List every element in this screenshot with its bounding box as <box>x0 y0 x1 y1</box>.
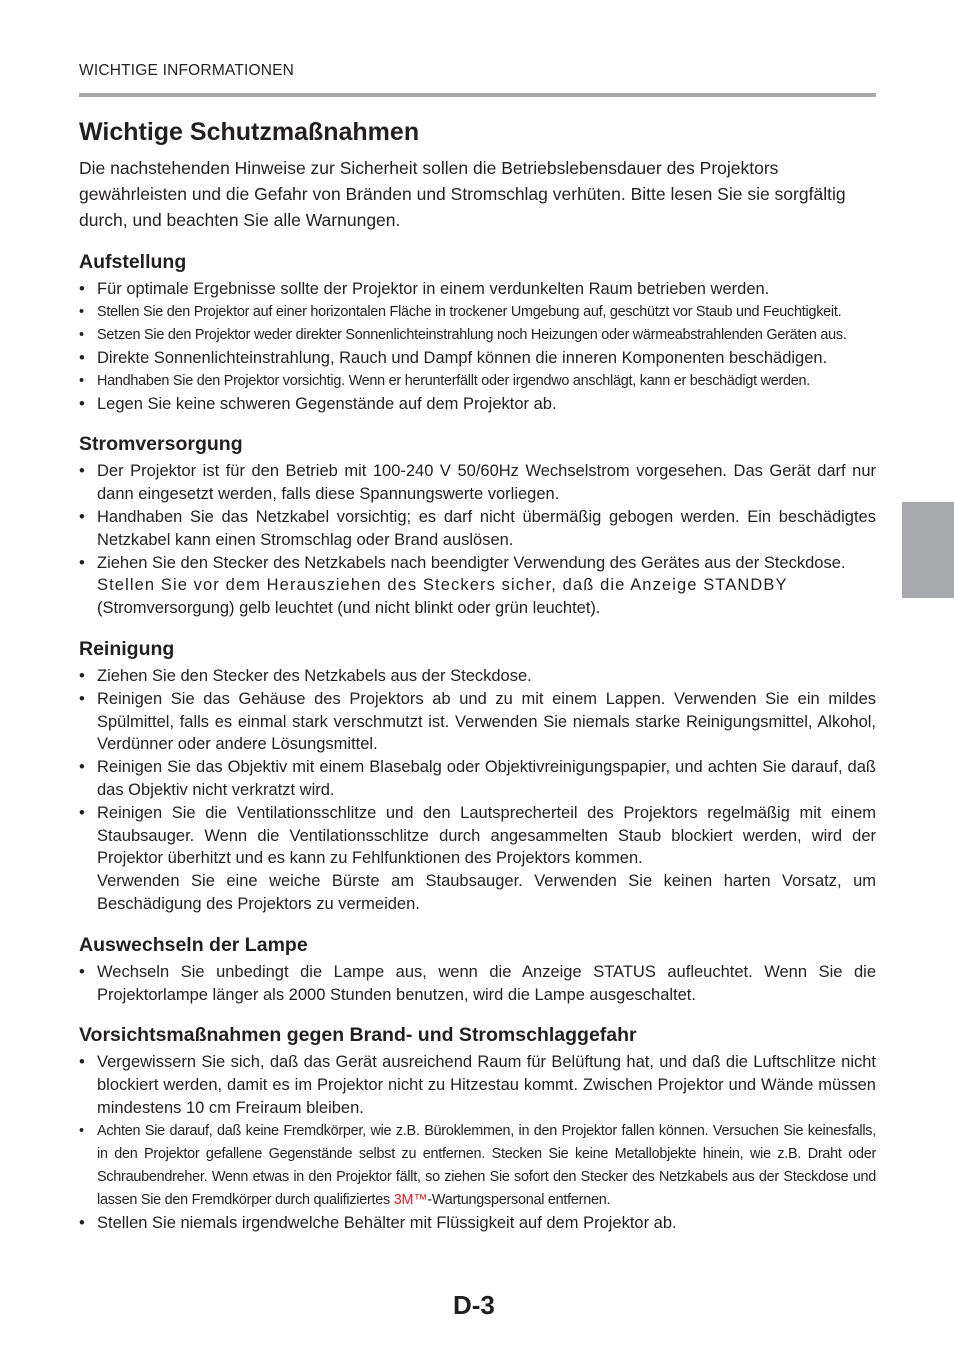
list-item <box>79 1120 876 1212</box>
list-item-paragraph: Verwenden Sie eine weiche Bürste am Staubsauger. Verwenden Sie keinen harten Vorsatz, um Beschädigung des Projektors zu vermeiden. <box>97 872 876 913</box>
list-item: • Direkte Sonnenlichteinstrahlung, Rauch und Dampf können die inneren Komponenten beschädigen. <box>79 347 876 370</box>
header-rule <box>79 93 876 97</box>
list-item: • Ziehen Sie den Stecker des Netzkabels aus der Steckdose. <box>79 665 876 688</box>
section-side-tab <box>902 502 954 598</box>
list-item: • Stellen Sie niemals irgendwelche Behälter mit Flüssigkeit auf dem Projektor ab. <box>79 1212 876 1235</box>
list-item: • Reinigen Sie das Objektiv mit einem Blasebalg oder Objektivreinigungspapier, und achten Sie darauf, daß das Objektiv nicht verkratzt wird. <box>79 756 876 802</box>
intro-paragraph: Die nachstehenden Hinweise zur Sicherheit sollen die Betriebslebensdauer des Projektors gewährleisten und die Gefahr von Bränden und Stromschlag verhüten. Bitte lesen Sie sie sorgfältig durch, und beachten Sie alle Warnungen. <box>79 158 846 230</box>
list-item-line: • Ziehen Sie den Stecker des Netzkabels nach beendigter Verwendung des Gerätes aus der Steckdose. <box>97 553 846 572</box>
list-item-text: Achten Sie darauf, daß keine Fremdkörper, wie z.B. Büroklemmen, in den Projektor fallen können. Versuchen Sie keinesfalls, in den Projektor gefallene Gegenstände selbst zu entfernen. Stecken Sie keine Metallobjekte hinein, wie z.B. Draht oder Schraubendreher. Wenn etwas in den Projektor fällt, so ziehen Sie sofort den Stecker des Netzkabels aus der Steckdose und lassen Sie den Fremdkörper durch qualifiziertes <box>97 1122 876 1208</box>
list-item: • Handhaben Sie den Projektor vorsichtig. Wenn er herunterfällt oder irgendwo anschlägt, kann er beschädigt werden. <box>79 370 876 393</box>
list-item: • Vergewissern Sie sich, daß das Gerät ausreichend Raum für Belüftung hat, und daß die Luftschlitze nicht blockiert werden, damit es im Projektor nicht zu Hitzestau kommt. Zwischen Projektor und Wände müssen mindestens 10 cm Freiraum bleiben. <box>79 1051 876 1119</box>
list-stromversorgung <box>79 460 876 620</box>
list-item <box>79 552 876 620</box>
heading-brand: Vorsichtsmaßnahmen gegen Brand- und Stromschlaggefahr <box>79 1024 637 1047</box>
page-title: Wichtige Schutzmaßnahmen <box>79 118 420 146</box>
list-lampe <box>79 961 876 1007</box>
list-item: • Stellen Sie den Projektor auf einer horizontalen Fläche in trockener Umgebung auf, geschützt vor Staub und Feuchtigkeit. <box>79 301 876 324</box>
list-item: • Für optimale Ergebnisse sollte der Projektor in einem verdunkelten Raum betrieben werden. <box>79 278 876 301</box>
heading-stromversorgung: Stromversorgung <box>79 433 243 456</box>
list-item-line: Stellen Sie vor dem Herausziehen des Steckers sicher, daß die Anzeige STANDBY <box>97 576 788 595</box>
list-item-paragraph: • Reinigen Sie die Ventilationsschlitze und den Lautsprecherteil des Projektors regelmäßig mit einem Staubsauger. Wenn die Ventilationsschlitze durch angesammelten Staub blockiert werden, wird der Projektor überhitzt und es kann zu Fehlfunktionen des Projektors kommen. <box>97 803 876 868</box>
heading-aufstellung: Aufstellung <box>79 251 187 273</box>
heading-lampe: Auswechseln der Lampe <box>79 933 308 956</box>
list-item: • Handhaben Sie das Netzkabel vorsichtig; es darf nicht übermäßig gebogen werden. Ein beschädigtes Netzkabel kann einen Stromschlag oder Brand auslösen. <box>79 506 876 552</box>
list-item-line: (Stromversorgung) gelb leuchtet (und nicht blinkt oder grün leuchtet). <box>97 599 601 618</box>
list-item <box>79 802 876 916</box>
page-content <box>79 114 876 1235</box>
list-item: • Reinigen Sie das Gehäuse des Projektors ab und zu mit einem Lappen. Verwenden Sie ein mildes Spülmittel, falls es einmal stark verschmutzt ist. Verwenden Sie niemals starke Reinigungsmittel, Alkohol, Verdünner oder andere Lösungsmittel. <box>79 688 876 756</box>
running-header: WICHTIGE INFORMATIONEN <box>79 62 295 79</box>
page-number: D-3 <box>453 1290 495 1320</box>
list-reinigung <box>79 665 876 916</box>
list-item: • Legen Sie keine schweren Gegenstände auf dem Projektor ab. <box>79 393 876 416</box>
list-item-text: -Wartungspersonal entfernen. <box>427 1191 611 1208</box>
brand-name: 3M™ <box>393 1191 428 1208</box>
list-item: • Setzen Sie den Projektor weder direkter Sonnenlichteinstrahlung noch Heizungen oder wärmeabstrahlenden Geräten aus. <box>79 324 876 347</box>
list-aufstellung <box>79 278 876 415</box>
heading-reinigung: Reinigung <box>79 637 175 660</box>
list-brand <box>79 1051 876 1234</box>
list-item: • Der Projektor ist für den Betrieb mit 100-240 V 50/60Hz Wechselstrom vorgesehen. Das Gerät darf nur dann eingesetzt werden, falls diese Spannungswerte vorliegen. <box>79 460 876 506</box>
list-item: • Wechseln Sie unbedingt die Lampe aus, wenn die Anzeige STATUS aufleuchtet. Wenn Sie die Projektorlampe länger als 2000 Stunden benutzen, wird die Lampe ausgeschaltet. <box>79 961 876 1007</box>
